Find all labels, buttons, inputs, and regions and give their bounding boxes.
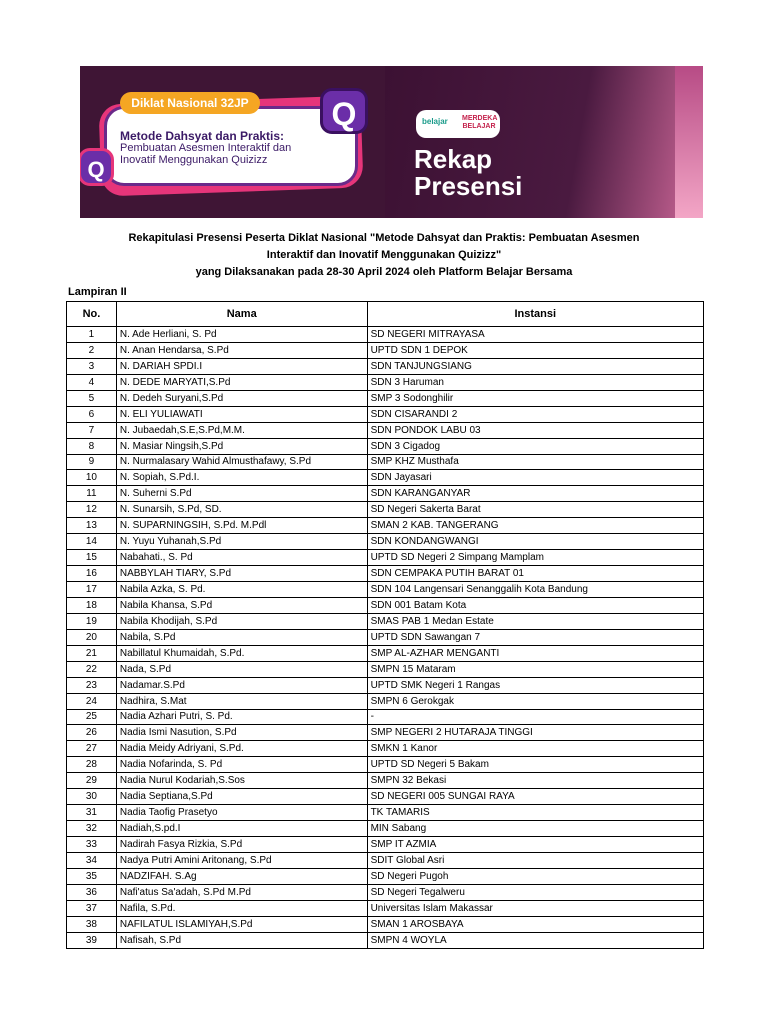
cell-instansi: SDN TANJUNGSIANG — [367, 358, 703, 374]
table-row — [67, 374, 704, 390]
cell-instansi: SMPN 32 Bekasi — [367, 773, 703, 789]
table-row — [67, 534, 704, 550]
cell-no: 9 — [67, 454, 117, 470]
cell-nama: N. Dedeh Suryani,S.Pd — [116, 390, 367, 406]
table-row — [67, 725, 704, 741]
cell-instansi: UPTD SD Negeri 5 Bakam — [367, 757, 703, 773]
cell-nama: Nadia Taofig Prasetyo — [116, 805, 367, 821]
table-row — [67, 613, 704, 629]
cell-no: 10 — [67, 470, 117, 486]
table-row — [67, 502, 704, 518]
cell-nama: Nadia Nofarinda, S. Pd — [116, 757, 367, 773]
cell-no: 13 — [67, 518, 117, 534]
cell-nama: N. Masiar Ningsih,S.Pd — [116, 438, 367, 454]
cell-instansi: SMAN 1 AROSBAYA — [367, 916, 703, 932]
header-instansi: Instansi — [367, 302, 703, 327]
cell-no: 31 — [67, 805, 117, 821]
table-row — [67, 773, 704, 789]
table-row — [67, 629, 704, 645]
cell-instansi: SDIT Global Asri — [367, 852, 703, 868]
cell-nama: N. DEDE MARYATI,S.Pd — [116, 374, 367, 390]
cell-nama: Nabila Khodijah, S.Pd — [116, 613, 367, 629]
cell-instansi: MIN Sabang — [367, 821, 703, 837]
heading-line-3: yang Dilaksanakan pada 28-30 April 2024 oleh Platform Belajar Bersama — [195, 266, 573, 278]
cell-instansi: SMP 3 Sodonghilir — [367, 390, 703, 406]
cell-no: 5 — [67, 390, 117, 406]
cell-no: 38 — [67, 916, 117, 932]
cell-nama: NADZIFAH. S.Ag — [116, 868, 367, 884]
cell-no: 1 — [67, 327, 117, 343]
cell-no: 37 — [67, 900, 117, 916]
table-row — [67, 757, 704, 773]
table-row — [67, 709, 704, 725]
cell-no: 14 — [67, 534, 117, 550]
cell-instansi: UPTD SDN 1 DEPOK — [367, 342, 703, 358]
table-row — [67, 454, 704, 470]
banner-card-text — [120, 130, 350, 166]
cell-nama: NABBYLAH TIARY, S.Pd — [116, 566, 367, 582]
cell-instansi: SDN Jayasari — [367, 470, 703, 486]
table-row — [67, 741, 704, 757]
card-title: Metode Dahsyat dan Praktis: — [120, 129, 285, 143]
table-row — [67, 518, 704, 534]
cell-no: 21 — [67, 645, 117, 661]
cell-nama: Nafila, S.Pd. — [116, 900, 367, 916]
cell-nama: Nafisah, S.Pd — [116, 932, 367, 948]
table-row — [67, 390, 704, 406]
cell-no: 11 — [67, 486, 117, 502]
table-row — [67, 693, 704, 709]
cell-instansi: SDN KONDANGWANGI — [367, 534, 703, 550]
cell-no: 18 — [67, 597, 117, 613]
cell-instansi: UPTD SDN Sawangan 7 — [367, 629, 703, 645]
card-subtitle-1: Pembuatan Asesmen Interaktif dan — [120, 142, 292, 154]
cell-nama: Nadirah Fasya Rizkia, S.Pd — [116, 837, 367, 853]
merdeka-belajar-logo: MERDEKA BELAJAR — [462, 115, 498, 130]
cell-nama: Nabila Azka, S. Pd. — [116, 582, 367, 598]
cell-instansi: SDN CEMPAKA PUTIH BARAT 01 — [367, 566, 703, 582]
cell-nama: N. SUPARNINGSIH, S.Pd. M.Pdl — [116, 518, 367, 534]
table-row — [67, 422, 704, 438]
cell-no: 7 — [67, 422, 117, 438]
cell-no: 2 — [67, 342, 117, 358]
cell-nama: Nadia Nurul Kodariah,S.Sos — [116, 773, 367, 789]
cell-instansi: UPTD SMK Negeri 1 Rangas — [367, 677, 703, 693]
cell-instansi: SMKN 1 Kanor — [367, 741, 703, 757]
rekap-title — [414, 146, 522, 200]
table-row — [67, 645, 704, 661]
table-body — [67, 327, 704, 949]
header-no: No. — [67, 302, 117, 327]
cell-instansi: SMPN 4 WOYLA — [367, 932, 703, 948]
table-row — [67, 327, 704, 343]
table-row — [67, 597, 704, 613]
table-row — [67, 438, 704, 454]
cell-instansi: UPTD SD Negeri 2 Simpang Mamplam — [367, 550, 703, 566]
cell-no: 36 — [67, 884, 117, 900]
table-row — [67, 868, 704, 884]
cell-nama: Nabahati., S. Pd — [116, 550, 367, 566]
cell-no: 15 — [67, 550, 117, 566]
cell-nama: N. ELI YULIAWATI — [116, 406, 367, 422]
table-row — [67, 661, 704, 677]
cell-nama: Nadiah,S.pd.I — [116, 821, 367, 837]
table-row — [67, 470, 704, 486]
table-row — [67, 406, 704, 422]
cell-instansi: SMP NEGERI 2 HUTARAJA TINGGI — [367, 725, 703, 741]
quizizz-small-logo-icon: Q — [80, 148, 114, 186]
cell-instansi: Universitas Islam Makassar — [367, 900, 703, 916]
cell-no: 19 — [67, 613, 117, 629]
cell-nama: Nadia Azhari Putri, S. Pd. — [116, 709, 367, 725]
cell-nama: N. Nurmalasary Wahid Almusthafawy, S.Pd — [116, 454, 367, 470]
rekap-line-1: Rekap — [414, 144, 493, 174]
cell-no: 6 — [67, 406, 117, 422]
heading-line-2: Interaktif dan Inovatif Menggunakan Quizizz" — [266, 249, 502, 261]
diklat-pill: Diklat Nasional 32JP — [120, 92, 260, 114]
table-header-row — [67, 302, 704, 327]
cell-instansi: SDN 104 Langensari Senanggalih Kota Bandung — [367, 582, 703, 598]
header-banner — [80, 66, 703, 218]
table-row — [67, 550, 704, 566]
table-row — [67, 900, 704, 916]
cell-instansi: SD Negeri Tegalweru — [367, 884, 703, 900]
cell-nama: Nadia Septiana,S.Pd — [116, 789, 367, 805]
cell-no: 3 — [67, 358, 117, 374]
cell-instansi: SMP AL-AZHAR MENGANTI — [367, 645, 703, 661]
cell-no: 26 — [67, 725, 117, 741]
cell-no: 22 — [67, 661, 117, 677]
partner-logos — [416, 110, 500, 138]
cell-instansi: SD NEGERI MITRAYASA — [367, 327, 703, 343]
cell-nama: N. Anan Hendarsa, S.Pd — [116, 342, 367, 358]
cell-nama: N. DARIAH SPDI.I — [116, 358, 367, 374]
cell-no: 24 — [67, 693, 117, 709]
table-row — [67, 789, 704, 805]
table-row — [67, 932, 704, 948]
table-row — [67, 677, 704, 693]
cell-nama: Nabila, S.Pd — [116, 629, 367, 645]
header-nama: Nama — [116, 302, 367, 327]
rekap-line-2: Presensi — [414, 171, 523, 201]
cell-no: 39 — [67, 932, 117, 948]
table-row — [67, 837, 704, 853]
cell-nama: Nabillatul Khumaidah, S.Pd. — [116, 645, 367, 661]
cell-nama: Nada, S.Pd — [116, 661, 367, 677]
attendance-table — [66, 301, 704, 949]
cell-no: 8 — [67, 438, 117, 454]
cell-no: 30 — [67, 789, 117, 805]
cell-instansi: SMPN 15 Mataram — [367, 661, 703, 677]
cell-no: 16 — [67, 566, 117, 582]
cell-instansi: SDN 001 Batam Kota — [367, 597, 703, 613]
cell-nama: N. Jubaedah,S.E,S.Pd,M.M. — [116, 422, 367, 438]
table-row — [67, 582, 704, 598]
table-row — [67, 852, 704, 868]
cell-no: 27 — [67, 741, 117, 757]
cell-no: 29 — [67, 773, 117, 789]
table-row — [67, 821, 704, 837]
cell-nama: Nadya Putri Amini Aritonang, S.Pd — [116, 852, 367, 868]
cell-instansi: SMAN 2 KAB. TANGERANG — [367, 518, 703, 534]
table-row — [67, 486, 704, 502]
cell-nama: Nafi'atus Sa'adah, S.Pd M.Pd — [116, 884, 367, 900]
cell-nama: N. Ade Herliani, S. Pd — [116, 327, 367, 343]
table-row — [67, 805, 704, 821]
cell-no: 17 — [67, 582, 117, 598]
cell-nama: N. Sopiah, S.Pd.I. — [116, 470, 367, 486]
cell-instansi: SMP KHZ Musthafa — [367, 454, 703, 470]
cell-instansi: SMAS PAB 1 Medan Estate — [367, 613, 703, 629]
cell-instansi: SDN 3 Cigadog — [367, 438, 703, 454]
cell-nama: NAFILATUL ISLAMIYAH,S.Pd — [116, 916, 367, 932]
cell-instansi: SDN KARANGANYAR — [367, 486, 703, 502]
belajar-logo: belajar — [422, 117, 448, 126]
banner-accent-bar — [675, 66, 703, 218]
table-row — [67, 566, 704, 582]
table-row — [67, 884, 704, 900]
cell-no: 20 — [67, 629, 117, 645]
cell-no: 28 — [67, 757, 117, 773]
cell-instansi: SMPN 6 Gerokgak — [367, 693, 703, 709]
cell-nama: N. Sunarsih, S.Pd, SD. — [116, 502, 367, 518]
cell-instansi: SD NEGERI 005 SUNGAI RAYA — [367, 789, 703, 805]
lampiran-label: Lampiran II — [68, 286, 127, 298]
cell-nama: N. Suherni S.Pd — [116, 486, 367, 502]
cell-no: 12 — [67, 502, 117, 518]
cell-nama: Nabila Khansa, S.Pd — [116, 597, 367, 613]
cell-instansi: SDN CISARANDI 2 — [367, 406, 703, 422]
cell-no: 35 — [67, 868, 117, 884]
table-row — [67, 358, 704, 374]
table-row — [67, 916, 704, 932]
cell-instansi: - — [367, 709, 703, 725]
cell-no: 32 — [67, 821, 117, 837]
cell-no: 33 — [67, 837, 117, 853]
cell-instansi: SD Negeri Pugoh — [367, 868, 703, 884]
cell-no: 4 — [67, 374, 117, 390]
cell-instansi: SMP IT AZMIA — [367, 837, 703, 853]
heading-line-1: Rekapitulasi Presensi Peserta Diklat Nasional "Metode Dahsyat dan Praktis: Pembuatan Asesmen — [128, 232, 640, 244]
cell-instansi: SDN PONDOK LABU 03 — [367, 422, 703, 438]
document-heading — [60, 230, 708, 281]
cell-nama: N. Yuyu Yuhanah,S.Pd — [116, 534, 367, 550]
card-subtitle-2: Inovatif Menggunakan Quizizz — [120, 154, 268, 166]
cell-nama: Nadamar.S.Pd — [116, 677, 367, 693]
cell-no: 25 — [67, 709, 117, 725]
cell-instansi: SD Negeri Sakerta Barat — [367, 502, 703, 518]
cell-no: 34 — [67, 852, 117, 868]
cell-nama: Nadia Ismi Nasution, S.Pd — [116, 725, 367, 741]
cell-instansi: SDN 3 Haruman — [367, 374, 703, 390]
cell-nama: Nadia Meidy Adriyani, S.Pd. — [116, 741, 367, 757]
cell-instansi: TK TAMARIS — [367, 805, 703, 821]
quizizz-logo-icon: Q — [320, 88, 368, 134]
table-row — [67, 342, 704, 358]
cell-no: 23 — [67, 677, 117, 693]
cell-nama: Nadhira, S.Mat — [116, 693, 367, 709]
